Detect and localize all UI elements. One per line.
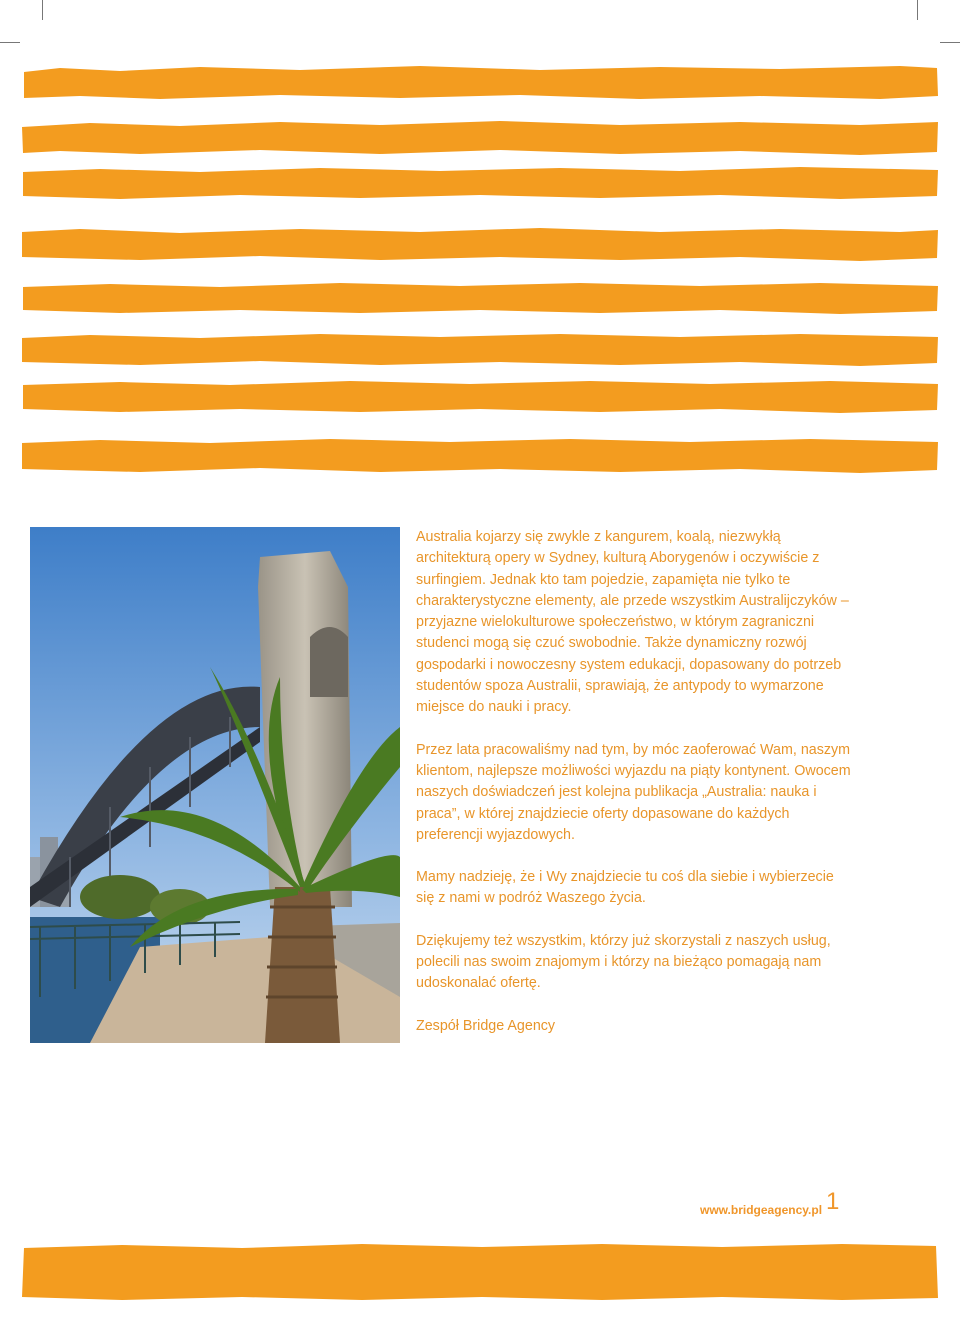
intro-text [416,527,856,1058]
stripe-5 [23,283,938,314]
bottom-band-graphic [22,1244,938,1300]
paragraph: Dziękujemy też wszystkim, którzy już skorzystali z naszych usług, polecili nas swoim znajomym i którzy na bieżąco pomagają nam udoskonalać ofertę. [416,932,831,992]
website-link[interactable]: www.bridgeagency.pl [700,1203,823,1217]
signature-line: Zespół Bridge Agency [416,1017,556,1034]
stripe-8 [22,439,938,473]
paragraph: Mamy nadzieję, że i Wy znajdziecie tu coś dla siebie i wybierzecie się z nami w podróż Waszego życia. [416,869,834,907]
paragraph: Australia kojarzy się zwykle z kangurem, koalą, niezwykłą architekturą opery w Sydney, kulturą Aborygenów i oczywiście z surfingiem. Jednak kto tam pojedzie, zapamięta nie tylko te charakterystyczne elementy, ale przede wszystkim Australijczyków – przyjazne wielokulturowe społeczeństwo, w którym zagraniczni studenci mogą się czuć swobodnie. Także dynamiczny rozwój gospodarki i nowoczesny system edukacji, dopasowany do potrzeb studentów spoza Australii, sprawiają, że antypody to wymarzone miejsce do nauki i pracy. [416,529,849,716]
stripe-6 [22,334,938,366]
harbour-bridge-photo [30,527,400,1043]
stripe-1 [24,66,938,99]
stripe-4 [22,228,938,261]
stripe-7 [23,381,938,413]
stripe-3 [23,167,938,199]
harbour-bridge-illustration [30,527,400,1043]
bottom-brush-band [22,1244,938,1300]
page-number: 1 [826,1188,840,1215]
paragraph: Przez lata pracowaliśmy nad tym, by móc zaoferować Wam, naszym klientom, najlepsze możliwości wyjazdu na piąty kontynent. Owocem naszych doświadczeń jest kolejna publikacja „Australia: nauka i praca”, w której znajdziecie oferty dopasowane do każdych preferencji wyjazdowych. [416,741,851,843]
brush-stripes-graphic [0,0,960,480]
stripe-2 [22,121,938,155]
decorative-stripes [0,0,960,480]
